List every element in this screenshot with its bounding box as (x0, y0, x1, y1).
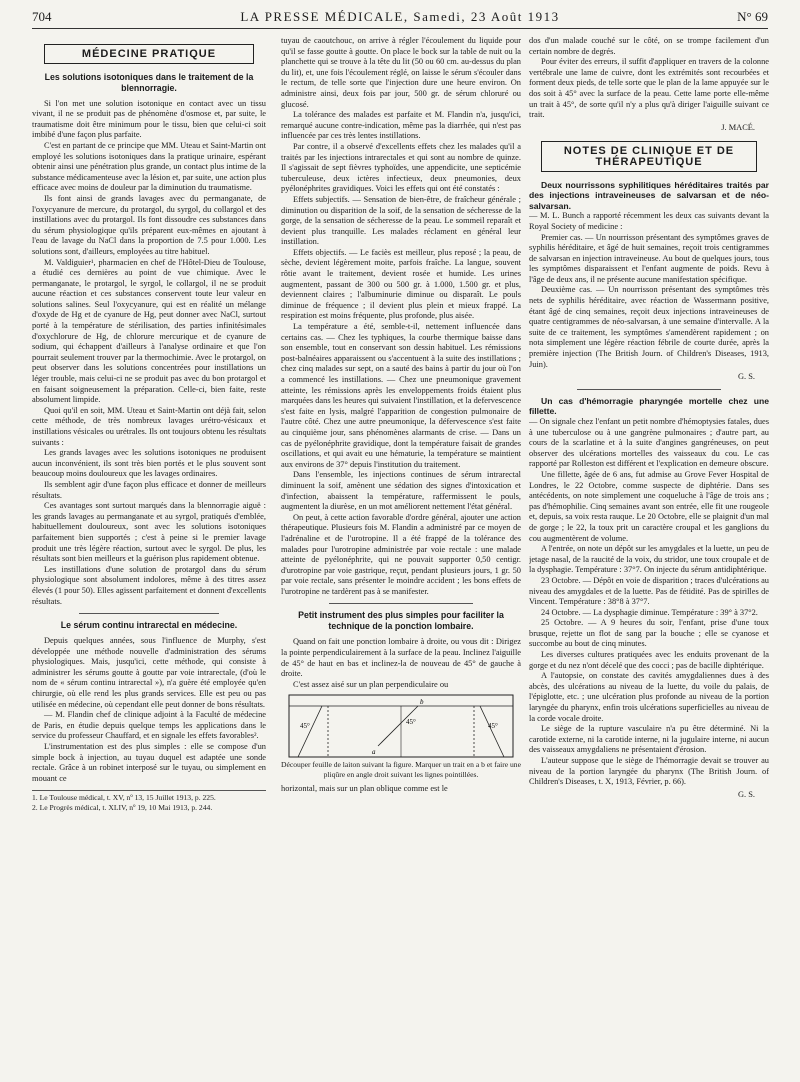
article-title-nourrissons-syphilitiques: Deux nourrissons syphilitiques héréditaires traités par des injections intraveineuses de salvarsan et de néo-salvarsan. (529, 179, 769, 211)
trait-a-b (378, 706, 418, 746)
page-number: 704 (32, 9, 52, 24)
paragraph: La tolérance des malades est parfaite et M. Flandin n'a, jusqu'ici, remarqué aucune contre-indication, même pas la diarrhée, qui n'est pas influencée par ces très lentes instillations. (281, 110, 521, 141)
angle-label-left: 45° (300, 722, 310, 731)
article-body (32, 99, 266, 608)
article-title-hemorragie-pharyngee: Un cas d'hémorragie pharyngée mortelle chez une fillette. (529, 395, 769, 417)
author-signature: J. MACÉ. (721, 122, 755, 132)
paragraph: Dans l'ensemble, les injections continues de sérum intrarectal diminuent la soif, amènent une sédation des signes d'intoxication et d'infection, abaissent la température, raffermissent le pouls, augmentent la diurèse, en un mot améliorent nettement l'état général. (281, 470, 521, 512)
paragraph: 24 Octobre. — La dysphagie diminue. Température : 39° à 37°2. (541, 607, 758, 617)
paragraph: 23 Octobre. — Dépôt en voie de disparition ; traces d'ulcérations au niveau des amygdales et de la luette. Pas de fétidité. Pas de spirilles de Vincent. Température : 38°8 à 37°7. (529, 575, 769, 607)
point-label-a: a (372, 748, 376, 757)
paragraph: Par contre, il a observé d'excellents effets chez les malades qu'il a traités par les injections intrarectales et qui sont au nombre de quinze. Il s'agissait de sept fièvres typhoïdes, une appendicite, une septicémie tuberculeuse, deux ictères infectieux, deux pneumonies, deux pyélonéphrites gravidiques. Voici les effets qui ont été constatés : (281, 141, 521, 194)
paragraph: tuyau de caoutchouc, on arrive à régler l'écoulement du liquide pour qu'il se fasse goutte à goutte. On place le bock sur la table de nuit ou la planchette qui se trouve à la tête du lit (50 ou 60 cm. au-dessus du plan du lit), et, une fois l'écoulement réglé, on laisse le sérum s'écouler dans le rectum, de telle sorte que l'injection dure une heure environ. On administre ainsi, deux fois par jour, 500 gr. de sérum chloruré ou glucosé. (281, 36, 521, 109)
paragraph: Effets subjectifs. — Sensation de bien-être, de fraîcheur générale ; diminution ou disparition de la soif, de la sensation de sécheresse de la gorge, de la sensation de sécheresse de la peau. Le sommeil reparaît et devient plus tranquille. Les malades réclament en général leur instillation. (281, 194, 521, 247)
brass-template-figure (288, 694, 514, 758)
paragraph: Le siège de la rupture vasculaire n'a pu être déterminé. Ni la carotide externe, ni la carotide interne, ni la jugulaire interne, ni aucun des vaisseaux amygdaliens ne présentaient d'érosion. (529, 724, 769, 755)
paragraph: Ils font ainsi de grands lavages avec du permanganate, de l'oxycyanure de mercure, du protargol, du syrgol, du collargol et des instillations avec du protargol. Ils font dissoudre ces substances dans du sérum physiologique qu'ils préparent eux-mêmes en ajoutant à l'eau de lavage du NaCl dans la proportion de 7.5 pour 1.000. Les solutions sont, d'ailleurs, employées au titre habituel. (32, 193, 266, 256)
footnote: 1. Le Toulouse médical, t. XV, nº 13, 15 Juillet 1913, p. 225. (32, 793, 216, 803)
paragraph: 25 Octobre. — A 9 heures du soir, l'enfant, prise d'une toux brusque, rejette un flot de sang par la bouche ; elle se cyanose et succombe au bout de cinq minutes. (529, 618, 769, 649)
running-header (32, 9, 768, 27)
paragraph: Depuis quelques années, sous l'influence de Murphy, s'est développée une méthode nouvelle d'administration des sérums physiologiques. Mais, jusqu'ici, cette méthode, qui consiste à administrer les sérums goutte à goutte par voie intrarectale, (d'où le nom de « sérum continu intrarectal »), n'a guère été employée qu'en chirurgie, où elle rend les plus grands services. Elle est peu ou pas utilisée en médecine, où cependant elle peut donner de bons résultats. (32, 636, 266, 709)
article-body (281, 36, 521, 597)
paragraph: A l'autopsie, on constate des cavités amygdaliennes dues à des abcès, des ulcérations au niveau de la luette, du voile du palais, de l'épiglotte, etc. ; une ulcération plus profonde au niveau de la portion laryngée du pharynx, enfin trois ulcérations superficielles au niveau de la corde vocale droite. (529, 671, 769, 723)
author-signature: G. S. (738, 789, 755, 799)
paragraph: Pour éviter des erreurs, il suffit d'appliquer en travers de la colonne vertébrale une lame de cuivre, dont les extrémités sont recourbées et forment deux pieds, de telle sorte que le plan de la lame appuyée sur le dos soit à 45° avec la surface de la peau. Cette lame porte elle-même un trait à 45°, de sorte qu'il n'y a plus qu'à diriger l'aiguille suivant ce trait. (529, 57, 769, 120)
angle-label-middle: 45° (406, 718, 416, 727)
header-rule (32, 28, 768, 29)
author-signature: G. S. (738, 372, 755, 382)
article-body (529, 36, 769, 121)
fold-line-right (480, 706, 504, 757)
section-rubric-notes-clinique: NOTES DE CLINIQUE ET DE THÉRAPEUTIQUE (541, 141, 757, 171)
fold-line-left (298, 706, 322, 757)
article-body (529, 211, 769, 370)
column-right (529, 36, 769, 1066)
paragraph: M. Valdiguier¹, pharmacien en chef de l'Hôtel-Dieu de Toulouse, a étudié ces dernières au point de vue chimique. Avec le permanganate, le protargol, le syrgol, le collargol, il ne se produit aucune réaction et ces substances conservent toute leur valeur en solutions salines. Seul l'oxycyanure, qui est en réalité un mélange d'oxyde de Hg et de cyanure de Hg, peut donner avec NaCl, surtout porté à la température de stérilisation, des parties infinitésimales d'oxychlorure de Hg, de chlorure mercurique et de cyanure de sodium, qui échappent d'ailleurs à l'analyse ordinaire et que l'on pourrait seulement trouver par la thermochimie. Avec le protargol, on peut observer dans les solutions concentrées pour instillations un léger trouble, mais celui-ci ne se produit pas avec du bon protargol et en faisant soigneusement la préparation. Celle-ci, bien faite, reste absolument limpide. (32, 257, 266, 405)
paragraph: A l'entrée, on note un dépôt sur les amygdales et la luette, un peu de jetage nasal, de la raucité de la voix, du stridor, une toux croupale et de la dysphagie. Température : 37°7. On injecte du sérum antidiphtérique. (529, 544, 769, 575)
paragraph: C'est en partant de ce principe que MM. Uteau et Saint-Martin ont employé les solutions isotoniques dans la pratique urinaire, espérant obtenir ainsi une pénétration plus grande, un contact plus intime de la substance médicamenteuse avec la lésion et, par suite, une action plus efficace avec moins de douleur par la diminution du traumatisme. (32, 140, 266, 193)
paragraph: Les diverses cultures pratiquées avec les enduits provenant de la gorge et du nez n'ont décelé que des cocci ; pas de bacille diphtérique. (529, 650, 769, 670)
paragraph: — M. Flandin chef de clinique adjoint à la Faculté de médecine de Paris, en étudie depuis quelque temps les applications dans le service du professeur Chauffard, et en signale les effets favorables². (32, 710, 266, 741)
section-divider (329, 603, 473, 604)
paragraph: Si l'on met une solution isotonique en contact avec un tissu vivant, il ne se produit pas de phénomène d'osmose et, par suite, le traumatisme doit être minimum pour le tissu, bien que celui-ci soit imbibé d'une façon plus parfaite. (32, 98, 266, 140)
issue-number: N° 69 (737, 9, 768, 24)
section-divider (79, 613, 219, 614)
paragraph: Effets objectifs. — Le faciès est meilleur, plus reposé ; la peau, de sèche, devient légèrement moite, parfois fraîche. La langue, souvent rôtie avant le traitement, devient rosée et humide. Les urines augmentent, passant de 300 ou 500 gr. à 1.000, 1.500 gr. et plus, deviennent claires ; l'albuminurie diminue ou disparaît. Le pouls diminue de fréquence ; il devient plus plein et mieux frappé. La respiration est moins fréquente, plus profonde, plus aisée. (281, 247, 521, 321)
article-title-serum-continu: Le sérum continu intrarectal en médecine. (60, 620, 238, 631)
paragraph: C'est assez aisé sur un plan perpendiculaire ou (293, 679, 449, 689)
column-middle (281, 36, 521, 1066)
paragraph: — M. L. Bunch a rapporté récemment les deux cas suivants devant la Royal Society of medicine : (529, 211, 769, 231)
paragraph: horizontal, mais sur un plan oblique comme est le (281, 783, 448, 793)
journal-title: LA PRESSE MÉDICALE, Samedi, 23 Août 1913 (240, 9, 560, 24)
footnotes (32, 790, 266, 812)
paragraph: Deuxième cas. — Un nourrisson présentant des symptômes très nets de syphilis héréditaire, avec réaction de Wassermann positive, étant âgé de cinq semaines, reçoit deux injections intraveineuses de quatre centigrammes de néo-salvarsan, à une semaine d'intervalle. A la suite de ce traitement, les symptômes s'amendèrent rapidement ; on nota simplement une légère réaction fébrile de courte durée, après la première injection (The British Journ. of Children's Diseases, 1913, Juin). (529, 285, 769, 369)
section-divider (577, 389, 721, 390)
paragraph: Une fillette, âgée de 6 ans, fut admise au Grove Fever Hospital de Londres, le 22 Octobre, comme suspecte de diphtérie. Dans ses antécédents, on note simplement une coqueluche à l'âge de trois ans ; pas d'hémophilie. Cinq semaines avant son entrée, elle fit une rougeole et, depuis, sa voix resta rauque. Le 20 Octobre, elle se plaignit d'un mal de gorge ; le 22, la toux prit un caractère croupal et les ganglions du cou augmentèrent de volume. (529, 469, 769, 543)
footnote: 2. Le Progrès médical, t. XLIV, nº 19, 10 Mai 1913, p. 244. (32, 803, 213, 812)
article-body (32, 636, 266, 784)
article-body (529, 417, 769, 788)
paragraph: Premier cas. — Un nourrisson présentant des symptômes graves de syphilis héréditaire, et âgé de huit semaines, reçoit trois centigrammes de salvarsan en injection intraveineuse. Au bout de quelques jours, tous les symptômes disparaissent et l'enfant augmente de poids. Revu à l'âge de deux ans, il ne présente aucune manifestation spécifique. (529, 232, 769, 284)
figure-caption: Découper feuille de laiton suivant la figure. Marquer un trait en a b et faire une pliqûre en angle droit suivant les lignes pointillées. (281, 760, 521, 780)
article-body (281, 637, 521, 690)
paragraph: Les grands lavages avec les solutions isotoniques ne produisent aucun inconvénient, ils sont très bien portés et le plus souvent sont beaucoup moins douloureux que les lavages ordinaires. (32, 448, 266, 479)
paragraph: dos d'un malade couché sur le côté, on se trompe facilement d'un certain nombre de degrés. (529, 36, 769, 56)
article-title-ponction-lombaire: Petit instrument des plus simples pour faciliter la technique de la ponction lombaire. (298, 610, 504, 632)
paragraph: On peut, à cette action favorable d'ordre général, ajouter une action thérapeutique. Plusieurs fois M. Flandin a administré par ce moyen de l'adrénaline et de l'urotropine. Il a été frappé de la tolérance des malades pour l'urotropine administrée par voie rectale : une malade atteinte de pyélonéphrite, qui ne pouvait supporter 0,50 centigr. d'urotropine par voie gastrique, reçut, pendant plusieurs jours, 1 gr. 50 par voie rectale, sans présenter le moindre accident ; les bons effets de l'urotropine ne tardèrent pas à se manifester. (281, 512, 521, 596)
paragraph: L'instrumentation est des plus simples : elle se compose d'un simple bock à injection, au tuyau duquel est adaptée une sonde rectale. Grâce à un robinet interposé sur le tuyau, ou simplement en mouant ce (32, 742, 266, 783)
paragraph: — On signale chez l'enfant un petit nombre d'hémoptysies fatales, dues à une tuberculose ou à une gangrène pulmonaires ; d'autre part, au cours de la scarlatine et à la suite d'angines gangréneuses, on peut observer des ulcérations mortelles des vaisseaux du cou. Le cas rapporté par Rolleston est différent et l'explication en demeure obscure. (529, 417, 769, 469)
article-title-solutions-isotoniques: Les solutions isotoniques dans le traitement de la blennorragie. (44, 71, 254, 93)
paragraph: Les instillations d'une solution de protargol dans du sérum physiologique sont absolument indolores, même à des titres assez élevés (1 pour 50). Elles agissent parfaitement et donnent d'excellents résultats. (32, 564, 266, 606)
point-label-b: b (420, 698, 424, 707)
angle-label-right: 45° (488, 722, 498, 731)
paragraph: Ils semblent agir d'une façon plus efficace et donner de meilleurs résultats. (32, 479, 266, 500)
paragraph: L'auteur suppose que le siège de l'hémorragie devait se trouver au niveau de la portion laryngée du pharynx (The British Journ. of Children's Diseases, t. X, 1913, Février, p. 66). (529, 756, 769, 787)
section-rubric-medecine-pratique: MÉDECINE PRATIQUE (44, 44, 254, 64)
column-left (32, 36, 266, 1066)
paragraph: Ces avantages sont surtout marqués dans la blennorragie aiguë : les grands lavages au permanganate et au syrgol, pratiqués d'emblée, habituellement douloureux, sont avec les solutions isotoniques parfaitement bien supportés ; c'est à peine si le premier lavage produit une très légère réaction, surtout avec le syrgol. De plus, les résultats sont bien meilleurs et la guérison plus rapidement obtenue. (32, 501, 266, 564)
paragraph: La température a été, semble-t-il, nettement influencée dans certains cas. — Chez les typhiques, la courbe thermique baisse dans son ensemble, tout en conservant son dessin habituel. Les rémissions post-balnéaires apparaissent ou s'accentuent à la suite des instillations ; chez cinq malades sur sept, on a sauté des bains à partir du jour où l'on a commencé les instillations. — Chez une pneumonique gravement atteinte, les rémissions après les enveloppements froids étaient plus marquées dans les heures qui suivaient l'instillation, et la defervescence s'est faite en lysis, malgré l'apparition de congestion pulmonaire de l'autre côté. Chez une autre pneumonique, la défervescence s'est faite au cinquième jour, sans phénomènes alarmants de crise. — Dans un cas de pyélonéphrite gravidique, dont la température faisait de grandes oscillations, et qui avait eu une hématurie, la température se maintient aux environs de 37° depuis l'institution du traitement. (281, 322, 521, 469)
paragraph: Quoi qu'il en soit, MM. Uteau et Saint-Martin ont déjà fait, selon cette méthode, de très nombreux lavages urétro-vésicaux et instillations vésicales ou urétrales. Ils ont toujours obtenu les résultats suivants : (32, 405, 266, 447)
paragraph: Quand on fait une ponction lombaire à droite, ou vous dit : Dirigez la pointe perpendiculairement à la surface de la peau. Inclinez l'aiguille de 45° de haut en bas et inclinez-la de nouveau de 45° de gauche à droite. (281, 637, 521, 679)
